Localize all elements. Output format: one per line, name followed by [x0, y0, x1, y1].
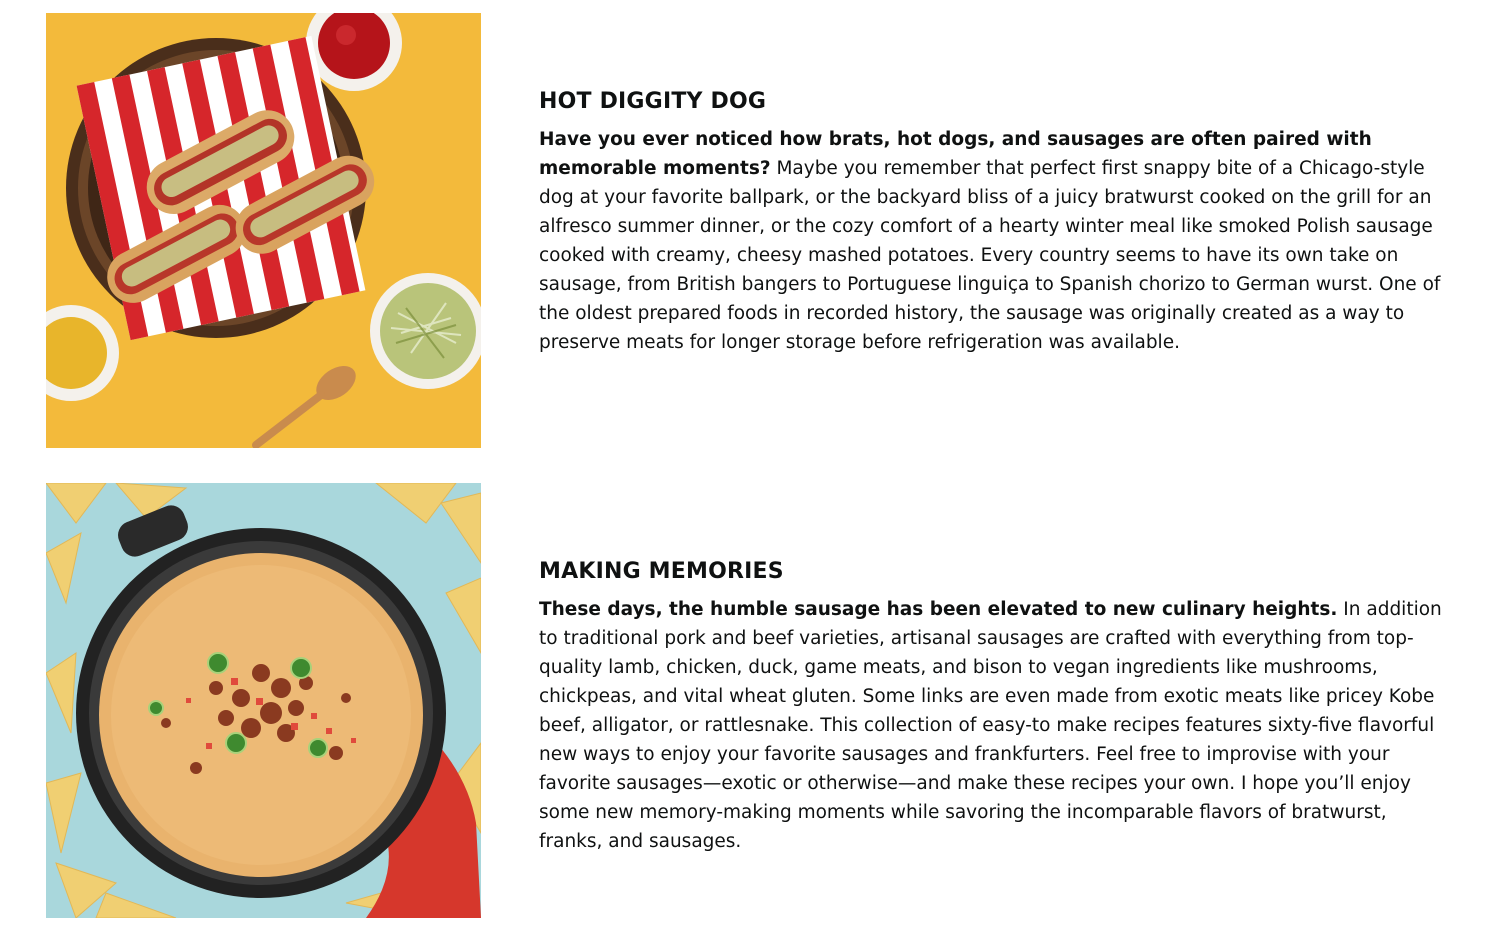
section-text — [539, 87, 1451, 357]
paragraph-body: Maybe you remember that perfect first snappy bite of a Chicago-style dog at your favorite ballpark, or the backyard bliss of a juicy bratwurst cooked on the grill for an alfresco summer dinner, or the cozy comfort of a hearty winter meal like smoked Polish sausage cooked with creamy, cheesy mashed potatoes. Every country seems to have its own take on sausage, from British bangers to Portuguese linguiça to Spanish chorizo to German wurst. One of the oldest prepared foods in recorded history, the sausage was originally created as a way to preserve meats for longer storage before refrigeration was available. — [539, 158, 1441, 353]
section-title: MAKING MEMORIES — [539, 559, 784, 584]
section-paragraph — [539, 125, 1451, 357]
feature-section-hot-diggity-dog — [46, 13, 1456, 448]
feature-section-making-memories — [46, 483, 1456, 918]
section-title: HOT DIGGITY DOG — [539, 89, 767, 114]
hot-dogs-photo — [46, 13, 481, 448]
paragraph-lead: Have you ever noticed how brats, hot dogs, and sausages are often paired with memorable moments? — [539, 129, 1372, 179]
paragraph-body: In addition to traditional pork and beef varieties, artisanal sausages are crafted with everything from top-quality lamb, chicken, duck, game meats, and bison to vegan ingredients like mushrooms, chickpeas, and vital wheat gluten. Some links are even made from exotic meats like pricey Kobe beef, alligator, or rattlesnake. This collection of easy-to make recipes features sixty-five flavorful new ways to enjoy your favorite sausages and frankfurters. Feel free to improvise with your favorite sausages—exotic or otherwise—and make these recipes your own. I hope you’ll enjoy some new memory-making moments while savoring the incomparable flavors of bratwurst, franks, and sausages. — [539, 599, 1442, 852]
section-text — [539, 557, 1451, 856]
paragraph-lead: These days, the humble sausage has been elevated to new culinary heights. — [539, 599, 1338, 620]
queso-skillet-photo — [46, 483, 481, 918]
section-paragraph — [539, 595, 1451, 856]
